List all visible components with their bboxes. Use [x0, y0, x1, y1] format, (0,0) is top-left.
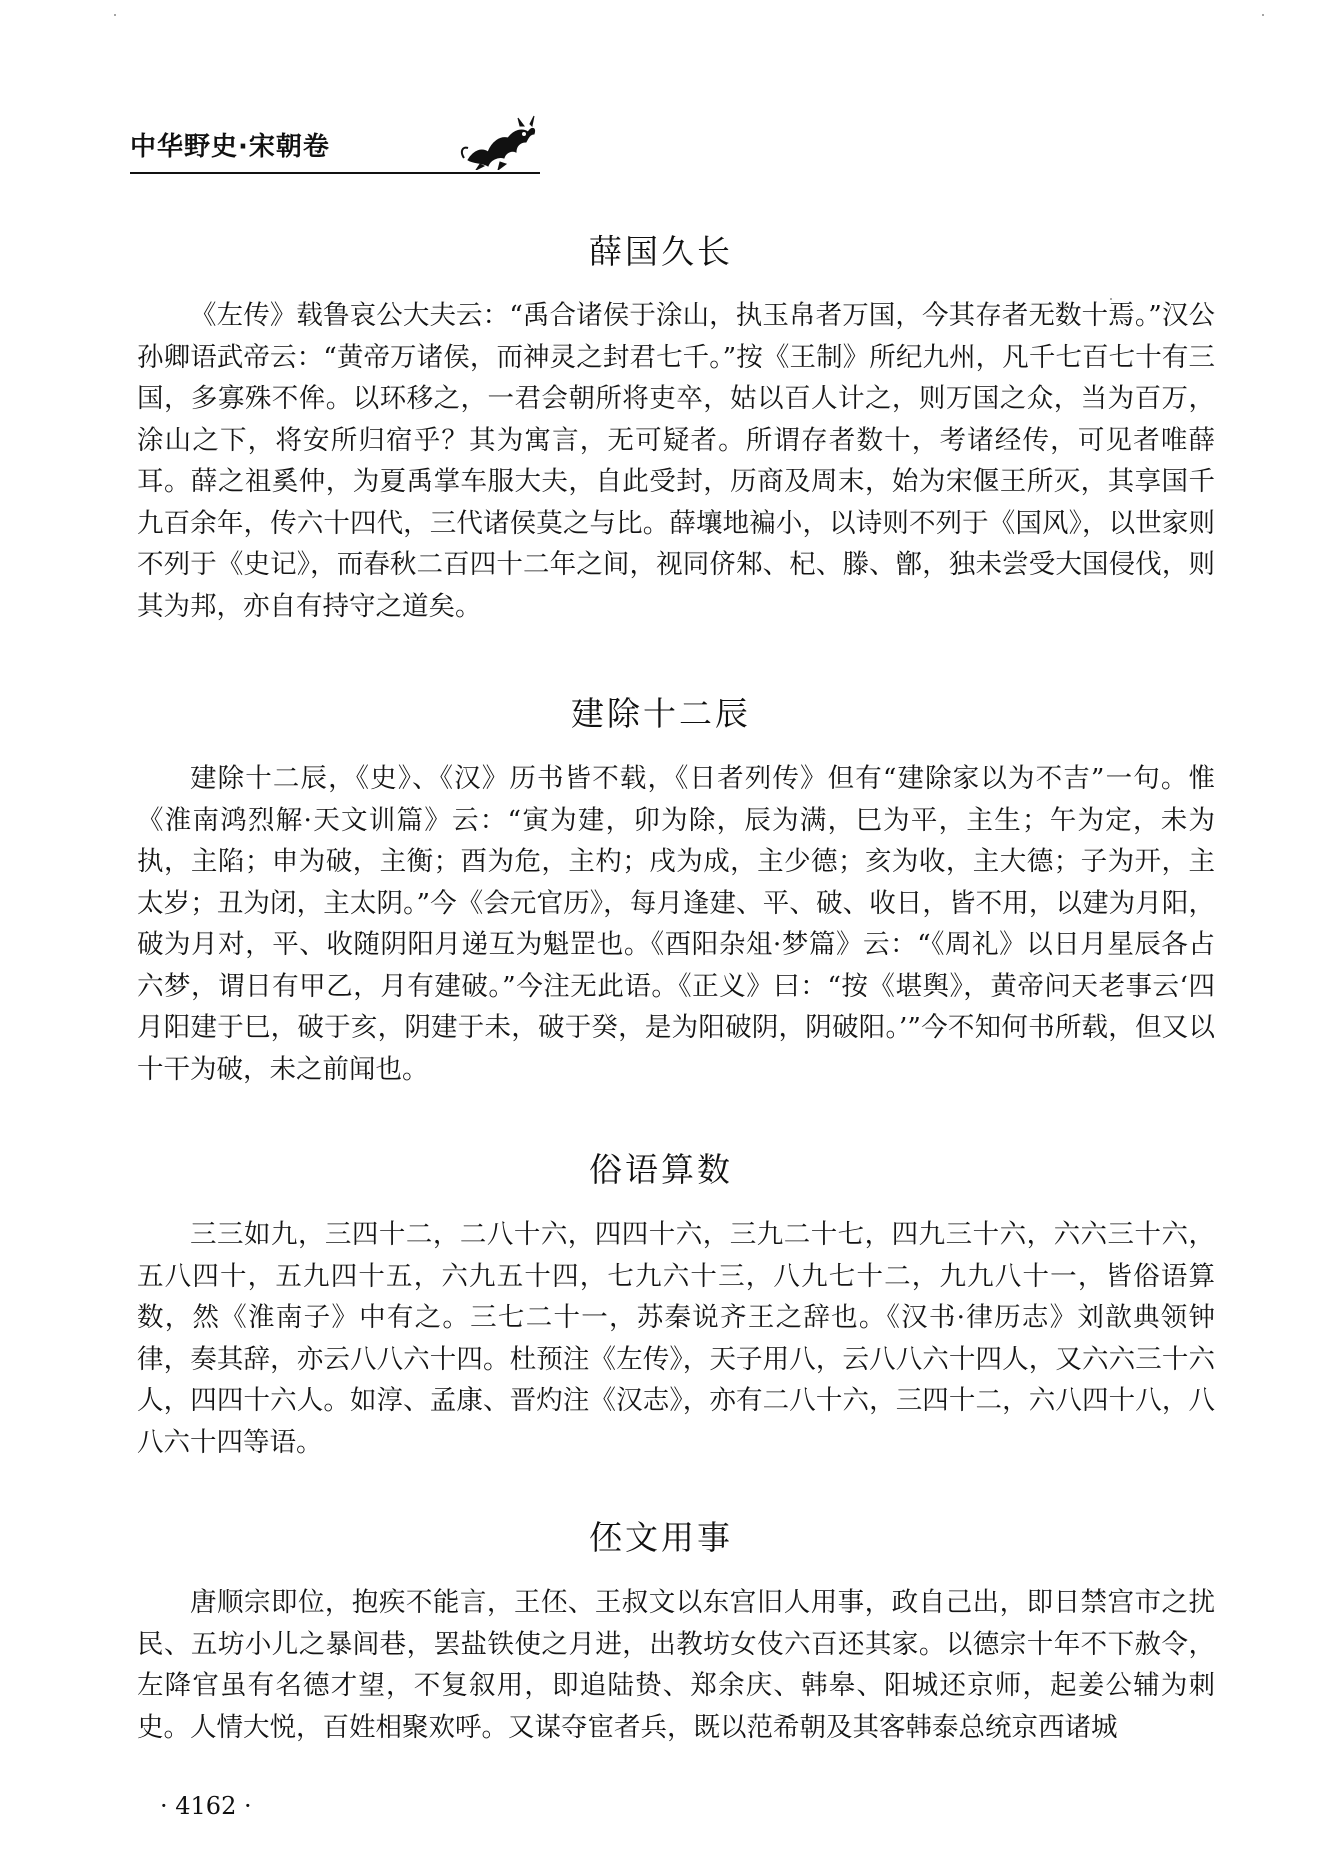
scan-speck: [1110, 298, 1112, 300]
section-body: 建除十二辰，《史》、《汉》历书皆不载，《日者列传》但有“建除家以为不吉”一句。惟《淮南鸿烈解·天文训篇》云：“寅为建，卯为除，辰为满，巳为平，主生；午为定，未为执，主陷；申为破，主衡；酉为危，主杓；戌为成，主少德；亥为收，主大德；子为开，主太岁；丑为闭，主太阴。”今《会元官历》，每月逢建、平、破、收日，皆不用，以建为月阳，破为月对，平、收随阴阳月递互为魁罡也。《酉阳杂俎·梦篇》云：“《周礼》以日月星辰各占六梦，谓日有甲乙，月有建破。”今注无此语。《正义》曰：“按《堪舆》，黄帝问天老事云‘四月阳建于巳，破于亥，阴建于未，破于癸，是为阳破阴，阴破阳。’”今不知何书所载，但又以十干为破，未之前闻也。: [137, 763, 1216, 1085]
scan-speck: [1262, 14, 1264, 16]
running-title: 中华野史·宋朝卷: [130, 132, 330, 162]
dragon-icon: [460, 112, 538, 170]
section-body: 唐顺宗即位，抱疾不能言，王伾、王叔文以东宫旧人用事，政自己出，即日禁宫市之扰民、五坊小儿之暴闾巷，罢盐铁使之月进，出教坊女伎六百还其家。以德宗十年不下赦令，左降官虽有名德才望，不复叙用，即追陆贽、郑余庆、韩皋、阳城还京师，起姜公辅为刺史。人情大悦，百姓相聚欢呼。又谋夺宦者兵，既以范希朝及其客韩泰总统京西诸城: [137, 1587, 1215, 1743]
section-title: 伾文用事: [589, 1518, 733, 1557]
section-body: 《左传》载鲁哀公大夫云：“禹合诸侯于涂山，执玉帛者万国，今其存者无数十焉。”汉公孙卿语武帝云：“黄帝万诸侯，而神灵之封君七千。”按《王制》所纪九州，凡千七百七十有三国，多寡殊不侔。以环移之，一君会朝所将吏卒，姑以百人计之，则万国之众，当为百万，涂山之下，将安所归宿乎？其为寓言，无可疑者。所谓存者数十，考诸经传，可见者唯薛耳。薛之祖奚仲，为夏禹掌车服大夫，自此受封，历商及周末，始为宋偃王所灭，其享国千九百余年，传六十四代，三代诸侯莫之与比。薛壤地褊小，以诗则不列于《国风》，以世家则不列于《史记》，而春秋二百四十二年之间，视同侪邾、杞、滕、鄫，独未尝受大国侵伐，则其为邦，亦自有持守之道矣。: [137, 300, 1215, 622]
page-number: · 4162 ·: [160, 1792, 252, 1820]
section-body: 三三如九，三四十二，二八十六，四四十六，三九二十七，四九三十六，六六三十六，五八四十，五九四十五，六九五十四，七九六十三，八九七十二，九九八十一，皆俗语算数，然《淮南子》中有之。三七二十一，苏秦说齐王之辞也。《汉书·律历志》刘歆典领钟律，奏其辞，亦云八八六十四。杜预注《左传》，天子用八，云八八六十四人，又六六三十六人，四四十六人。如淳、孟康、晋灼注《汉志》，亦有二八十六，三四十二，六八四十八，八八六十四等语。: [137, 1219, 1215, 1458]
section-title: 薛国久长: [589, 232, 733, 271]
header-rule: [130, 172, 540, 174]
section-title: 俗语算数: [589, 1150, 733, 1189]
section-title: 建除十二辰: [571, 694, 751, 733]
scan-speck: [114, 14, 116, 16]
running-header: [130, 118, 540, 174]
